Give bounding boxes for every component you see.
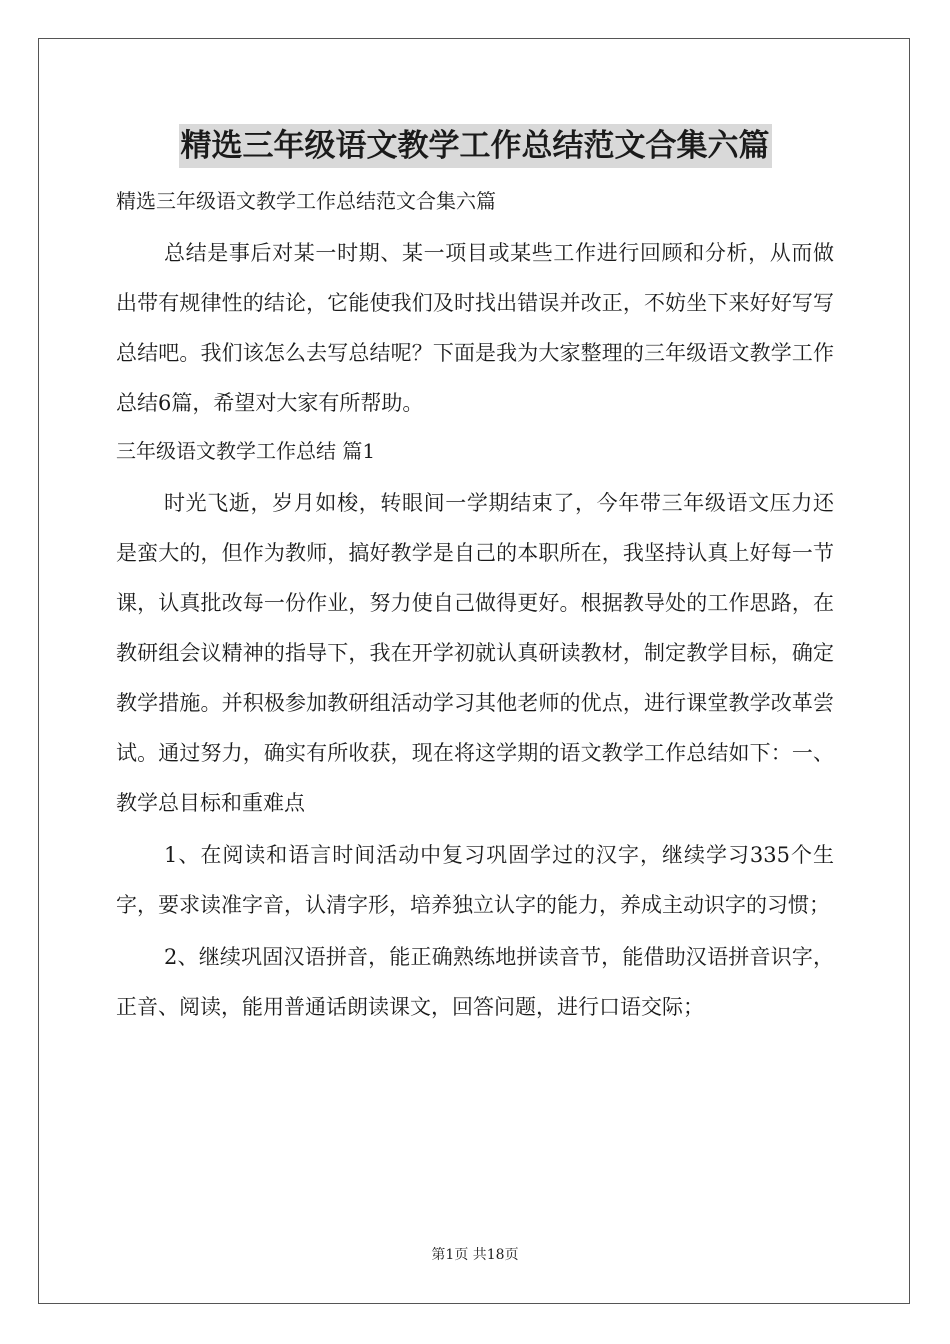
list-item-2: 2、继续巩固汉语拼音，能正确熟练地拼读音节，能借助汉语拼音识字，正音、阅读，能用普通话朗读课文，回答问题，进行口语交际； (116, 945, 834, 1019)
title-container (0, 124, 950, 168)
document-subtitle: 精选三年级语文教学工作总结范文合集六篇 (116, 189, 496, 213)
page-number-footer: 第1页 共18页 (431, 1247, 519, 1263)
body-paragraph: 时光飞逝，岁月如梭，转眼间一学期结束了，今年带三年级语文压力还是蛮大的，但作为教师，搞好教学是自己的本职所在，我坚持认真上好每一节课，认真批改每一份作业，努力使自己做得更好。根据教导处的工作思路，在教研组会议精神的指导下，我在开学初就认真研读教材，制定教学目标，确定教学措施。并积极参加教研组活动学习其他老师的优点，进行课堂教学改革尝试。通过努力，确实有所收获，现在将这学期的语文教学工作总结如下：一、教学总目标和重难点 (116, 491, 834, 815)
document-title: 精选三年级语文教学工作总结范文合集六篇 (179, 124, 772, 168)
intro-paragraph: 总结是事后对某一时期、某一项目或某些工作进行回顾和分析，从而做出带有规律性的结论，它能使我们及时找出错误并改正，不妨坐下来好好写写总结吧。我们该怎么去写总结呢？下面是我为大家整理的三年级语文教学工作总结6篇，希望对大家有所帮助。 (116, 241, 834, 415)
section-heading: 三年级语文教学工作总结 篇1 (116, 439, 376, 463)
list-item-1: 1、在阅读和语言时间活动中复习巩固学过的汉字，继续学习335个生字，要求读准字音，认清字形，培养独立认字的能力，养成主动识字的习惯； (116, 843, 834, 917)
document-body (116, 178, 834, 1032)
